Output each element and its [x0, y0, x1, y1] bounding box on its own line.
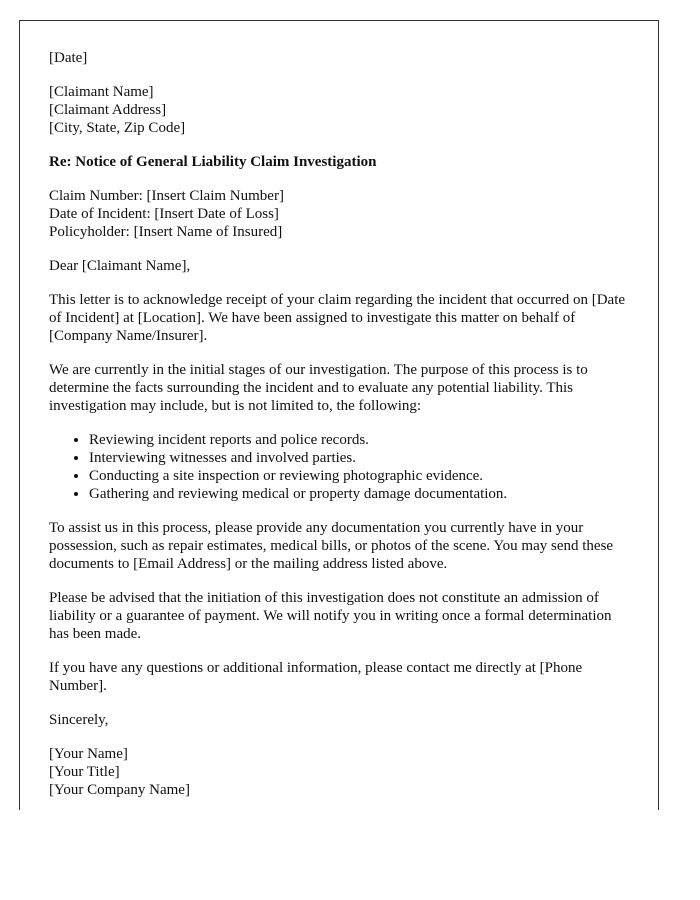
signature-block [49, 745, 634, 799]
closing: Sincerely, [49, 712, 109, 728]
list-item: • Gathering and reviewing medical or property damage documentation. [89, 485, 634, 503]
claim-number: Claim Number: [Insert Claim Number] [49, 188, 284, 204]
paragraph-contact: If you have any questions or additional information, please contact me directly at [Phone Number]. [49, 660, 583, 694]
paragraph-documentation: To assist us in this process, please provide any documentation you currently have in your possession, such as repair estimates, medical bills, or photos of the scene. You may send these documents to [Email Address] or the mailing address listed above. [49, 520, 614, 572]
paragraph-advisory: Please be advised that the initiation of this investigation does not constitute an admission of liability or a guarantee of payment. We will notify you in writing once a formal determination has been made. [49, 590, 612, 642]
signature-title: [Your Title] [49, 764, 120, 780]
claimant-name: [Claimant Name] [49, 84, 154, 100]
claimant-address-block [49, 83, 634, 137]
paragraph-investigation: We are currently in the initial stages of our investigation. The purpose of this process is to determine the facts surrounding the incident and to evaluate any potential liability. This investigation may include, but is not limited to, the following: [49, 362, 588, 414]
paragraph-acknowledgement: This letter is to acknowledge receipt of your claim regarding the incident that occurred on [Date of Incident] at [Location]. We have been assigned to investigate this matter on behalf of [Company Name/Insurer]. [49, 292, 626, 344]
list-item: • Conducting a site inspection or reviewing photographic evidence. [89, 467, 634, 485]
signature-name: [Your Name] [49, 746, 128, 762]
letter-subject: Re: Notice of General Liability Claim Investigation [49, 154, 377, 170]
policyholder: Policyholder: [Insert Name of Insured] [49, 224, 283, 240]
letter-page [19, 20, 659, 810]
letter-date: [Date] [49, 50, 88, 66]
letter-content [49, 49, 634, 799]
list-item: • Interviewing witnesses and involved parties. [89, 449, 634, 467]
claimant-address: [Claimant Address] [49, 102, 167, 118]
investigation-steps-list [49, 431, 634, 503]
signature-company: [Your Company Name] [49, 782, 190, 798]
list-item: • Reviewing incident reports and police records. [89, 431, 634, 449]
date-of-incident: Date of Incident: [Insert Date of Loss] [49, 206, 279, 222]
claimant-city-state-zip: [City, State, Zip Code] [49, 120, 186, 136]
salutation: Dear [Claimant Name], [49, 258, 191, 274]
claim-info-block [49, 187, 634, 241]
